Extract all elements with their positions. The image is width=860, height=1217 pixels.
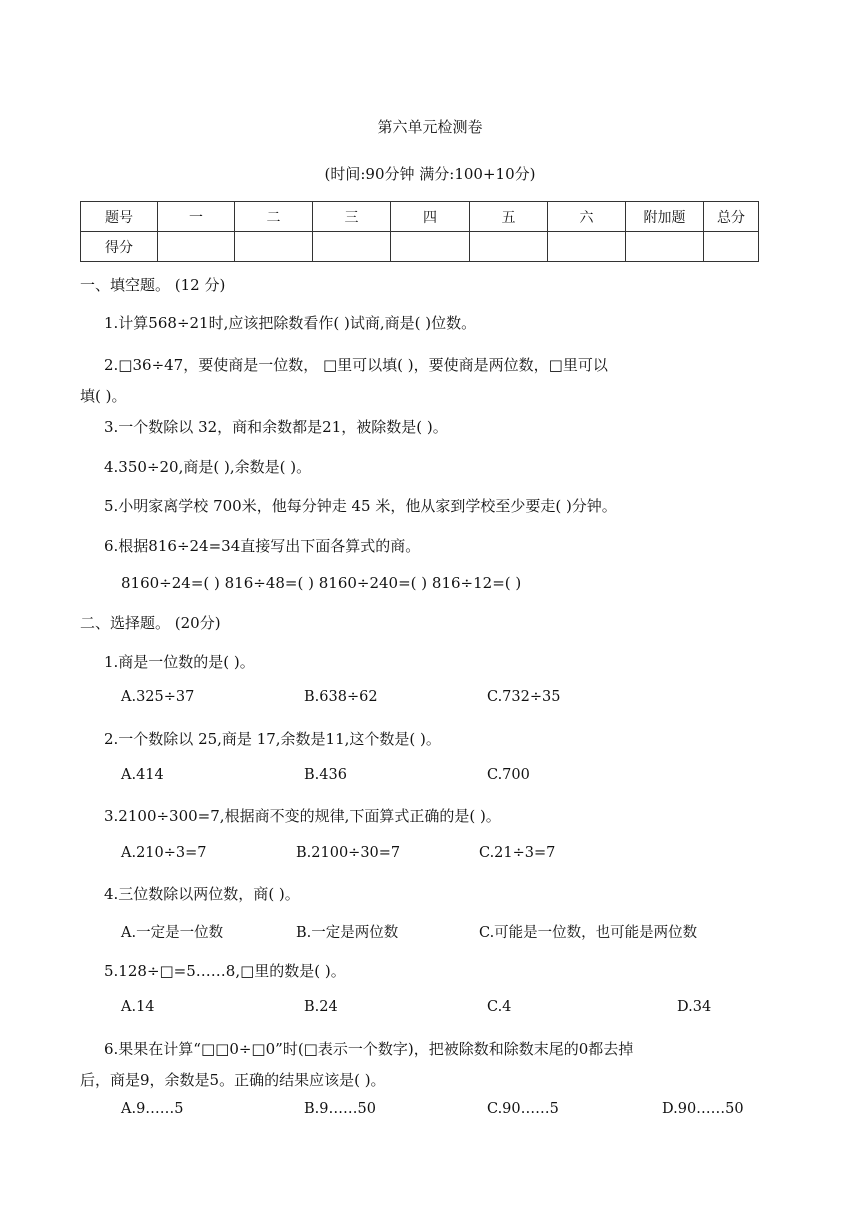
question-text: 5.128÷□=5……8,□里的数是( )。: [104, 962, 346, 980]
option-d[interactable]: D.90……50: [662, 1101, 744, 1117]
option-a[interactable]: A.14: [121, 999, 155, 1015]
score-cell[interactable]: [704, 232, 759, 262]
score-table: [80, 201, 759, 262]
option-a[interactable]: A.414: [121, 767, 164, 783]
score-row-label: 得分: [81, 232, 158, 262]
option-c[interactable]: C.4: [487, 999, 512, 1015]
score-table-header-row: [81, 202, 759, 232]
score-cell[interactable]: [235, 232, 313, 262]
question-subitems: 8160÷24=( ) 816÷48=( ) 8160÷240=( ) 816÷12=( ): [121, 574, 522, 592]
question-text: 4.350÷20,商是( ),余数是( )。: [104, 458, 312, 476]
question-text: 2.□36÷47，要使商是一位数， □里可以填( )，要使商是两位数，□里可以: [104, 356, 608, 374]
question-text: 2.一个数除以 25,商是 17,余数是11,这个数是( )。: [104, 730, 441, 748]
question-text: 1.计算568÷21时,应该把除数看作( )试商,商是( )位数。: [104, 314, 477, 332]
score-cell[interactable]: [470, 232, 548, 262]
option-a[interactable]: A.9……5: [121, 1101, 184, 1117]
header-cell: 题号: [81, 202, 158, 232]
question-text-continued: 填( )。: [80, 387, 127, 405]
option-b[interactable]: B.一定是两位数: [296, 925, 399, 941]
question-text: 6.根据816÷24=34直接写出下面各算式的商。: [104, 537, 421, 555]
option-c[interactable]: C.21÷3=7: [479, 845, 556, 861]
option-b[interactable]: B.24: [304, 999, 338, 1015]
page-title: 第六单元检测卷: [377, 118, 483, 136]
option-b[interactable]: B.436: [304, 767, 347, 783]
header-cell: 三: [313, 202, 391, 232]
header-cell: 总分: [704, 202, 759, 232]
option-d[interactable]: D.34: [677, 999, 712, 1015]
question-text: 5.小明家离学校 700米，他每分钟走 45 米，他从家到学校至少要走( )分钟。: [104, 497, 617, 515]
header-cell: 五: [470, 202, 548, 232]
score-cell[interactable]: [626, 232, 704, 262]
option-c[interactable]: C.732÷35: [487, 689, 561, 705]
score-cell[interactable]: [391, 232, 470, 262]
question-text-continued: 后，商是9，余数是5。正确的结果应该是( )。: [80, 1071, 386, 1089]
option-a[interactable]: A.一定是一位数: [121, 925, 224, 941]
header-cell: 一: [158, 202, 235, 232]
option-b[interactable]: B.2100÷30=7: [296, 845, 401, 861]
question-text: 3.一个数除以 32，商和余数都是21，被除数是( )。: [104, 418, 448, 436]
option-b[interactable]: B.638÷62: [304, 689, 378, 705]
header-cell: 六: [548, 202, 626, 232]
score-cell[interactable]: [313, 232, 391, 262]
question-text: 6.果果在计算“□□0÷□0”时(□表示一个数字)，把被除数和除数末尾的0都去掉: [104, 1040, 634, 1058]
header-cell: 附加题: [626, 202, 704, 232]
score-cell[interactable]: [548, 232, 626, 262]
question-text: 1.商是一位数的是( )。: [104, 653, 255, 671]
question-text: 4.三位数除以两位数，商( )。: [104, 885, 300, 903]
exam-info: (时间:90分钟 满分:100+10分): [324, 165, 536, 183]
option-c[interactable]: C.90……5: [487, 1101, 559, 1117]
option-a[interactable]: A.325÷37: [121, 689, 195, 705]
option-c[interactable]: C.可能是一位数，也可能是两位数: [479, 925, 698, 941]
section-heading-multiple-choice: 二、选择题。 (20分): [80, 614, 221, 632]
header-cell: 二: [235, 202, 313, 232]
score-table-score-row: [81, 232, 759, 262]
option-a[interactable]: A.210÷3=7: [121, 845, 207, 861]
question-text: 3.2100÷300=7,根据商不变的规律,下面算式正确的是( )。: [104, 807, 501, 825]
score-cell[interactable]: [158, 232, 235, 262]
option-b[interactable]: B.9……50: [304, 1101, 376, 1117]
option-c[interactable]: C.700: [487, 767, 530, 783]
section-heading-fill-in: 一、填空题。 (12 分): [80, 276, 226, 294]
header-cell: 四: [391, 202, 470, 232]
